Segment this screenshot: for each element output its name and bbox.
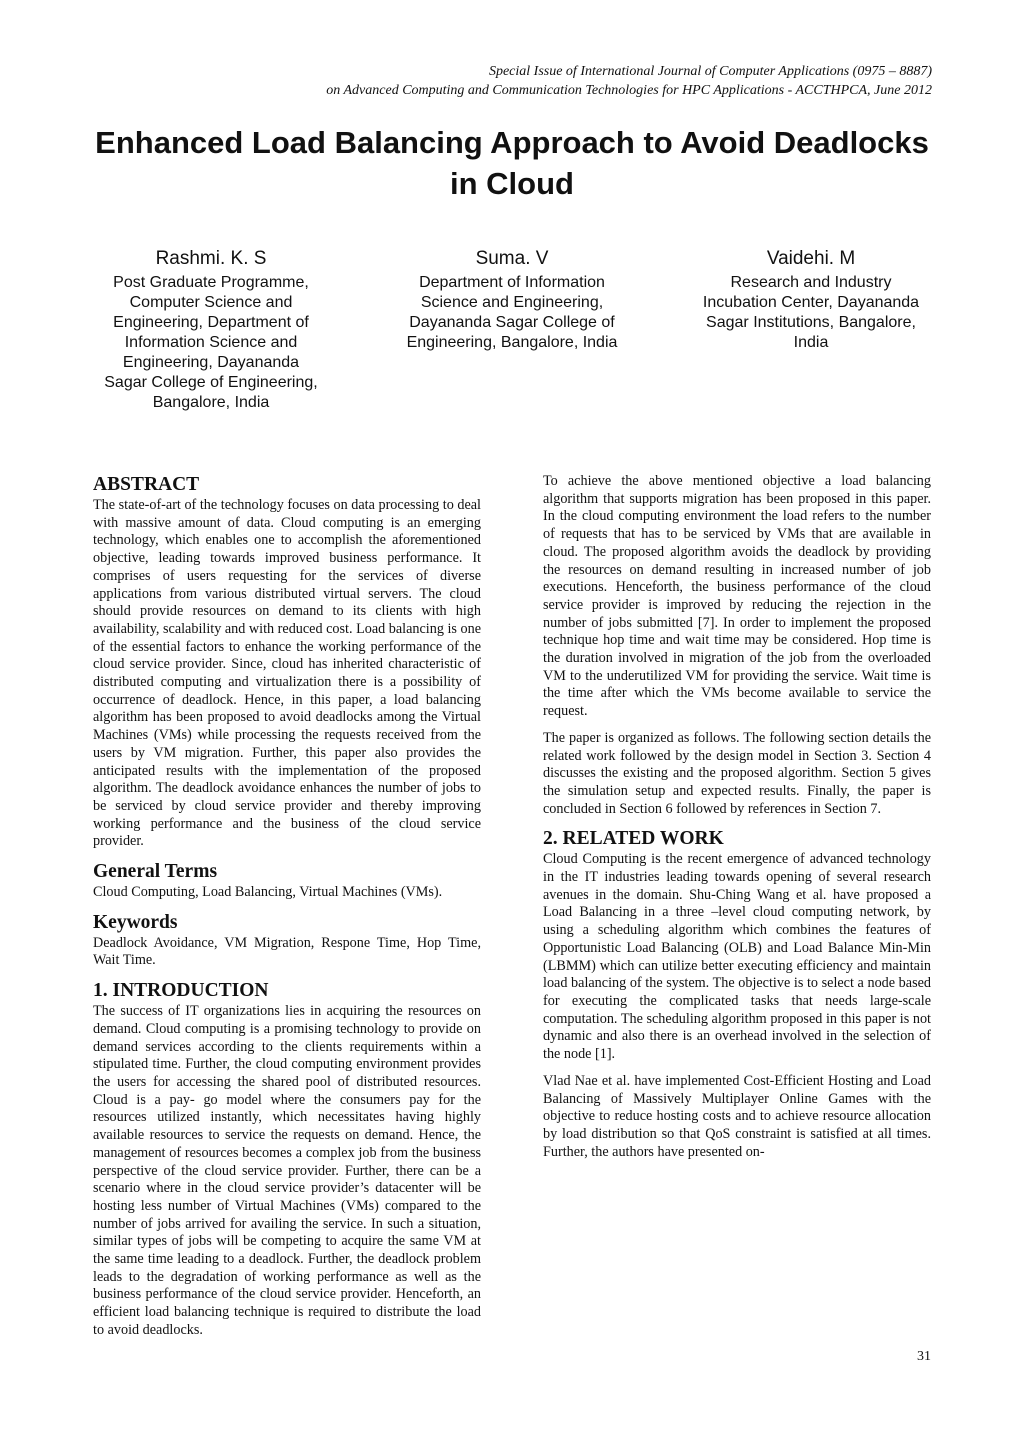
author-name: Suma. V: [475, 248, 549, 269]
paper-title: [60, 122, 964, 204]
abstract-heading: ABSTRACT: [93, 474, 200, 495]
author-block-1: [86, 247, 336, 413]
general-terms-heading: General Terms: [93, 861, 218, 883]
introduction-paragraph-2: To achieve the above mentioned objective a load balancing algorithm that supports migration has been proposed in this paper. In the cloud computing environment the load refers to the number of requests that has to be serviced by VMs that are available in cloud. The proposed algorithm avoids the deadlock by providing the resources on demand resulting in increased number of job executions. Henceforth, the business performance of the cloud service provider is improved by reducing the rejection in the number of jobs submitted [7]. In order to implement the proposed technique hop time and wait time may be considered. Hop time is the duration involved in migration of the job from the overloaded VM to the underutilized VM for providing the service. Wait time is the time after which the VMs become available to service the request.: [543, 473, 931, 720]
title-line-1: Enhanced Load Balancing Approach to Avoid Deadlocks: [95, 125, 929, 160]
author-block-3: [686, 247, 936, 353]
related-work-paragraph-1: Cloud Computing is the recent emergence of advanced technology in the IT industries leading towards opening of several research avenues in the domain. Shu-Ching Wang et al. have proposed a Load Balancing in a three –level cloud computing network, by using a scheduling algorithm which combines the features of Opportunistic Load Balancing (OLB) and Load Balance Min-Min (LBMM) which can utilize better executing efficiency and maintain load balancing of the system. The objective is to select a node based for executing the complicated tasks that needs large-scale computation. The scheduling algorithm proposed in this paper is not dynamic and also there is an overhead involved in the selection of the node [1].: [543, 851, 931, 1063]
journal-header-line-1: Special Issue of International Journal of Computer Applications (0975 – 8887): [488, 64, 932, 79]
author-name: Vaidehi. M: [766, 248, 856, 269]
related-work-heading: 2. RELATED WORK: [543, 828, 724, 850]
left-column: [93, 473, 481, 1349]
author-affiliation: Department of Information Science and Engineering, Dayananda Sagar College of Engineering, Bangalore, India: [406, 274, 618, 351]
author-name: Rashmi. K. S: [155, 248, 267, 269]
general-terms-text: Cloud Computing, Load Balancing, Virtual Machines (VMs).: [93, 884, 443, 901]
related-work-paragraph-2: Vlad Nae et al. have implemented Cost-Efficient Hosting and Load Balancing of Massively Multiplayer Online Games with the objective to reduce hosting costs and to achieve resource allocation by load distribution so that QoS constraint is satisfied at all times. Further, the authors have presented on-: [543, 1072, 931, 1160]
page-number: 31: [917, 1349, 931, 1364]
journal-header-line-2: on Advanced Computing and Communication Technologies for HPC Applications - ACCTHPCA, June 2012: [326, 83, 932, 98]
introduction-paragraph-1: The success of IT organizations lies in acquiring the resources on demand. Cloud computing is a promising technology to provide on demand services according to the clients requirements within a stipulated time. Further, the cloud computing environment provides the users for accessing the shared pool of distributed resources. Cloud is a pay- go model where the consumers pay for the resources utilized instantly, which necessitates having highly available resources to service the requests on demand. Hence, the management of resources becomes a complex job from the business perspective of the cloud service provider. Further, there can be a scenario where in the cloud service provider’s datacenter will be hosting less number of Virtual Machines (VMs) compared to the number of jobs arrived for availing the service. In such a situation, similar types of jobs will be competing to acquire the same VM at the same time leading to a deadlock. Further, the deadlock problem leads to the degradation of working performance as well as the business performance of the cloud service provider. Henceforth, an efficient load balancing technique is required to distribute the load to avoid deadlocks.: [93, 1003, 481, 1338]
abstract-text: The state-of-art of the technology focuses on data processing to deal with massive amount of data. Cloud computing is an emerging technology, which enables one to accomplish the aforementioned objective, leading towards improved business performance. It comprises of users requesting for the services of diverse applications from various distributed virtual servers. The cloud should provide resources on demand to its clients with high availability, scalability and with reduced cost. Load balancing is one of the essential factors to enhance the working performance of the cloud service provider. Since, cloud has inherited characteristic of distributed computing and virtualization there is a possibility of occurrence of deadlock. Hence, in this paper, a load balancing algorithm has been proposed to avoid deadlocks among the Virtual Machines (VMs) while processing the requests received from the users by VM migration. Further, this paper also provides the anticipated results with the implementation of the proposed algorithm. The deadlock avoidance enhances the number of jobs to be serviced by cloud service provider and thereby improving working performance and the business of the cloud service provider.: [93, 497, 481, 850]
author-affiliation: Post Graduate Programme, Computer Science and Engineering, Department of Information Science and Engineering, Dayananda Sagar College of Engineering, Bangalore, India: [104, 274, 318, 411]
introduction-heading: 1. INTRODUCTION: [93, 980, 269, 1002]
author-affiliation: Research and Industry Incubation Center, Dayananda Sagar Institutions, Bangalore, India: [702, 274, 920, 351]
introduction-paragraph-3: The paper is organized as follows. The following section details the related work followed by the design model in Section 3. Section 4 discusses the existing and the proposed algorithm. Section 5 gives the simulation setup and expected results. Finally, the paper is concluded in Section 6 followed by references in Section 7.: [543, 729, 931, 817]
right-column: [543, 473, 931, 1170]
keywords-heading: Keywords: [93, 911, 178, 933]
title-line-2: in Cloud: [450, 166, 574, 201]
keywords-text: Deadlock Avoidance, VM Migration, Respone Time, Hop Time, Wait Time.: [93, 934, 481, 969]
author-block-2: [387, 247, 637, 353]
